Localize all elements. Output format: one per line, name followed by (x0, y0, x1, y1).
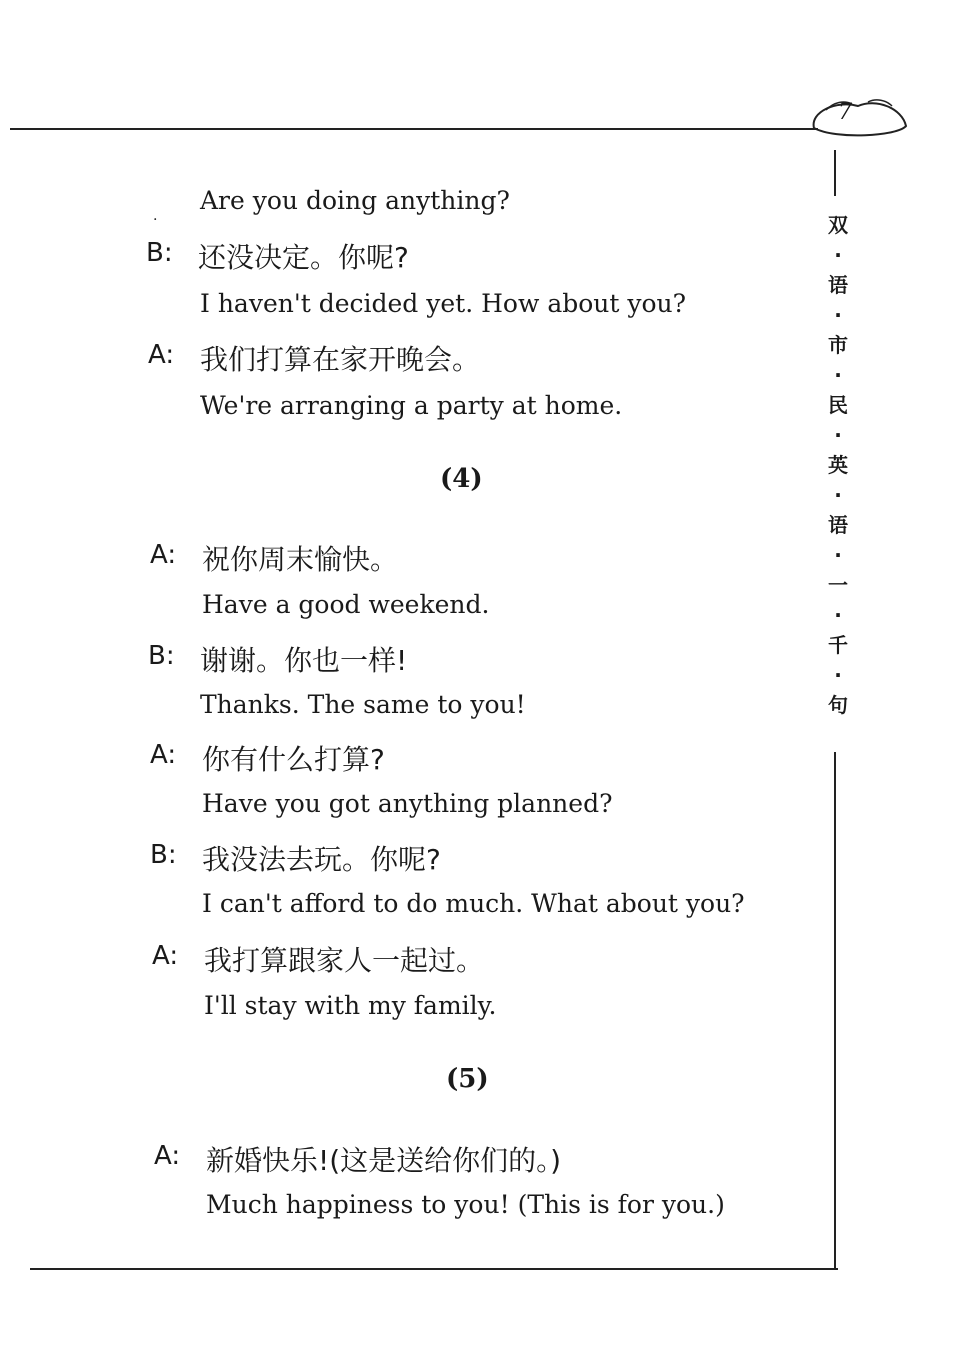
page-number: 7 (838, 100, 852, 125)
side-title-char: 句 (828, 693, 848, 717)
dialogue-line-zh: 你有什么打算? (202, 743, 385, 776)
side-rule-top (834, 150, 836, 196)
dialogue-line-en: Thanks. The same to you! (200, 690, 526, 719)
dialogue-line-en: Much happiness to you! (This is for you.) (206, 1190, 725, 1219)
speaker-label: A: (150, 540, 177, 570)
side-title-char: 双 (828, 213, 848, 237)
side-title-dot: · (834, 303, 842, 327)
side-title-dot: · (834, 423, 842, 447)
speaker-label: A: (154, 1141, 181, 1171)
section-heading: (5) (446, 1064, 489, 1094)
stray-dot: . (153, 208, 158, 224)
side-title-char: 市 (828, 333, 848, 357)
dialogue-line-zh: 我们打算在家开晚会。 (200, 343, 481, 376)
side-title-char: 语 (828, 273, 848, 297)
side-title-dot: · (834, 363, 842, 387)
side-title-char: 千 (828, 633, 848, 657)
dialogue-line-zh: 我打算跟家人一起过。 (204, 944, 485, 977)
dialogue-line-en: I haven't decided yet. How about you? (200, 289, 687, 318)
side-title (818, 210, 858, 720)
speaker-label: A: (150, 740, 177, 770)
side-rule (834, 752, 836, 1270)
speaker-label: A: (152, 941, 179, 971)
side-title-dot: · (834, 243, 842, 267)
side-title-char: 英 (828, 453, 848, 477)
dialogue-line-zh: 祝你周末愉快。 (202, 543, 399, 576)
side-title-dot: · (834, 663, 842, 687)
bottom-rule (30, 1268, 838, 1270)
speaker-label: A: (148, 340, 175, 370)
speaker-label: B: (146, 238, 173, 268)
side-title-char: 民 (828, 393, 848, 417)
dialogue-line-en: We're arranging a party at home. (200, 391, 623, 420)
dialogue-line-zh: 还没决定。你呢? (198, 241, 409, 274)
dialogue-line-en: I'll stay with my family. (204, 991, 497, 1020)
section-heading: (4) (440, 464, 483, 494)
dialogue-line-en: Are you doing anything? (200, 186, 510, 215)
side-title-char: 语 (828, 513, 848, 537)
dialogue-line-zh: 新婚快乐!(这是送给你们的。) (206, 1144, 562, 1177)
side-title-dot: · (834, 603, 842, 627)
side-title-char: 一 (828, 573, 848, 597)
speaker-label: B: (148, 641, 175, 671)
page-number-swirl-icon (806, 92, 910, 142)
top-rule (10, 128, 818, 130)
side-title-dot: · (834, 483, 842, 507)
side-title-dot: · (834, 543, 842, 567)
dialogue-line-en: I can't afford to do much. What about you? (202, 889, 745, 918)
speaker-label: B: (150, 840, 177, 870)
dialogue-line-en: Have a good weekend. (202, 590, 490, 619)
dialogue-line-zh: 谢谢。你也一样! (200, 644, 408, 677)
dialogue-line-en: Have you got anything planned? (202, 789, 613, 818)
dialogue-line-zh: 我没法去玩。你呢? (202, 843, 441, 876)
